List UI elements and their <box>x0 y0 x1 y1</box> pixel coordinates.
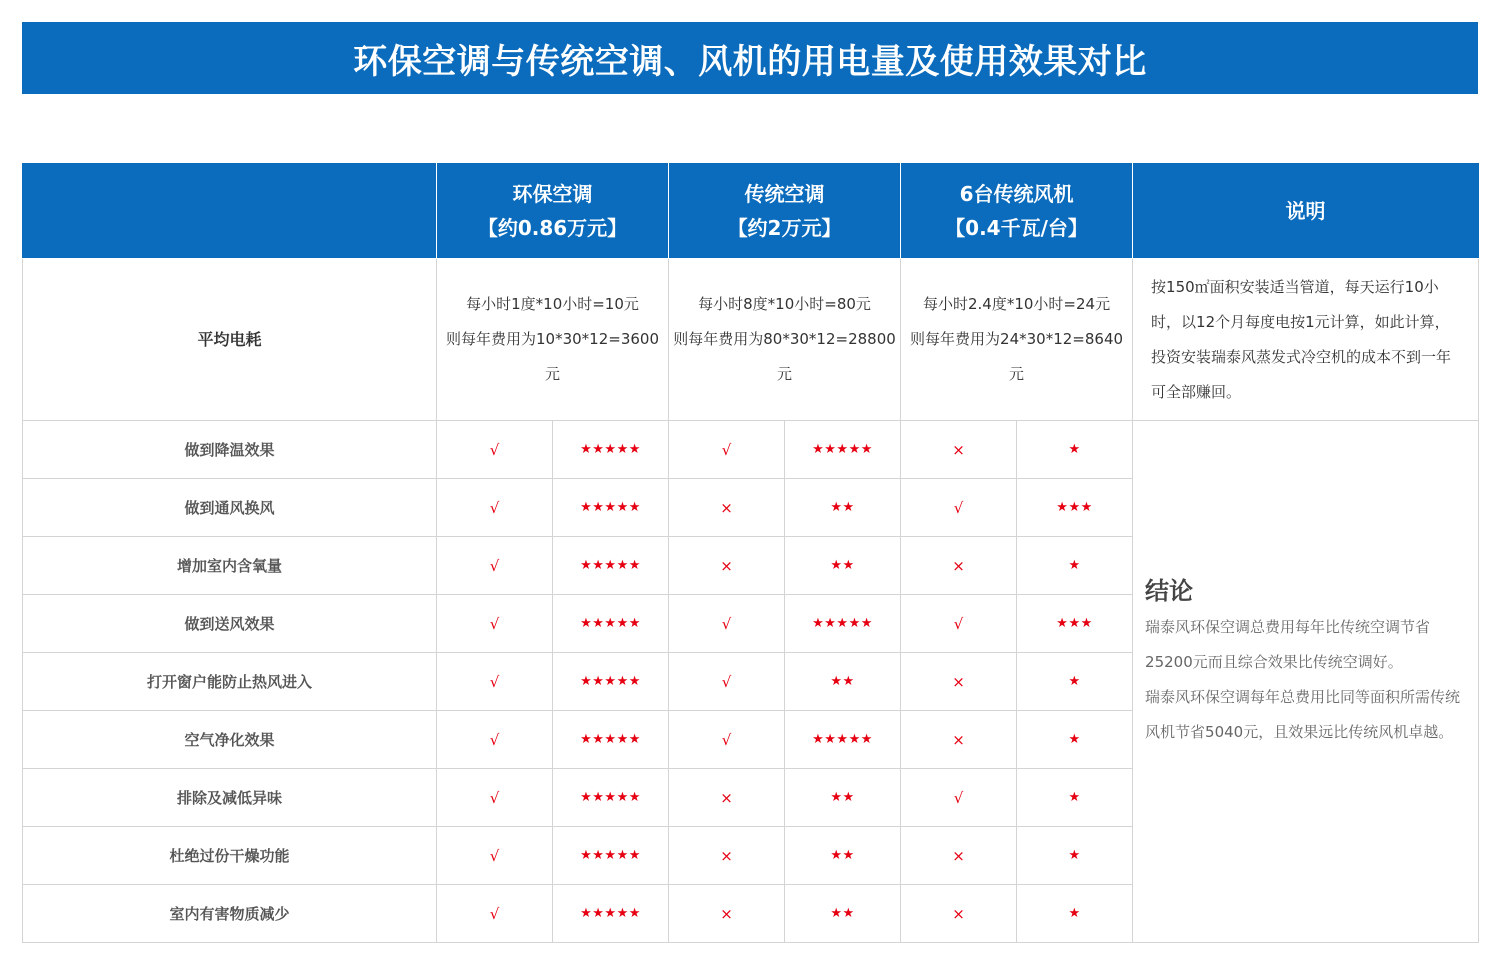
check-mark: √ <box>437 885 553 943</box>
star-rating: ★★★★★ <box>553 421 669 479</box>
cross-mark: × <box>901 885 1017 943</box>
cross-mark: × <box>901 827 1017 885</box>
star-rating: ★★★★★ <box>553 769 669 827</box>
check-mark: √ <box>437 479 553 537</box>
star-rating: ★★ <box>785 653 901 711</box>
star-rating: ★★ <box>785 479 901 537</box>
cross-mark: × <box>669 479 785 537</box>
power-line: 每小时1度*10小时=10元 <box>466 295 639 313</box>
star-rating: ★★★★★ <box>553 885 669 943</box>
cross-mark: × <box>669 769 785 827</box>
conclusion-heading: 结论 <box>1145 577 1194 605</box>
header-fans-name: 6台传统风机 <box>959 182 1074 206</box>
feature-label: 打开窗户能防止热风进入 <box>23 653 437 711</box>
power-row <box>23 259 1479 421</box>
cross-mark: × <box>901 537 1017 595</box>
power-line: 元 <box>1009 365 1025 383</box>
power-line: 每小时8度*10小时=80元 <box>698 295 871 313</box>
feature-label: 排除及减低异味 <box>23 769 437 827</box>
comparison-table <box>22 163 1479 943</box>
check-mark: √ <box>669 711 785 769</box>
check-mark: √ <box>669 595 785 653</box>
cross-mark: × <box>669 885 785 943</box>
title-banner <box>22 22 1478 94</box>
star-rating: ★★★★★ <box>553 479 669 537</box>
star-rating: ★★ <box>785 827 901 885</box>
star-rating: ★★★★★ <box>553 653 669 711</box>
star-rating: ★★★★★ <box>785 711 901 769</box>
feature-label: 增加室内含氧量 <box>23 537 437 595</box>
check-mark: √ <box>669 653 785 711</box>
star-rating: ★ <box>1017 537 1133 595</box>
star-rating: ★★★ <box>1017 595 1133 653</box>
star-rating: ★★ <box>785 537 901 595</box>
star-rating: ★★★★★ <box>553 827 669 885</box>
conclusion-text: 瑞泰风环保空调总费用每年比传统空调节省25200元而且综合效果比传统空调好。 <box>1145 618 1431 671</box>
power-cell-eco-ac <box>437 259 669 421</box>
header-row <box>23 164 1479 259</box>
check-mark: √ <box>437 711 553 769</box>
check-mark: √ <box>437 827 553 885</box>
star-rating: ★ <box>1017 653 1133 711</box>
power-line: 每小时2.4度*10小时=24元 <box>922 295 1111 313</box>
power-line: 元 <box>545 365 561 383</box>
star-rating: ★★★★★ <box>785 595 901 653</box>
check-mark: √ <box>901 595 1017 653</box>
power-line: 元 <box>777 365 793 383</box>
star-rating: ★★★★★ <box>553 595 669 653</box>
cross-mark: × <box>901 421 1017 479</box>
check-mark: √ <box>437 769 553 827</box>
cross-mark: × <box>669 537 785 595</box>
header-eco-ac-name: 环保空调 <box>512 182 593 206</box>
star-rating: ★★ <box>785 769 901 827</box>
header-blank <box>23 164 437 259</box>
conclusion-cell <box>1133 421 1479 943</box>
star-rating: ★ <box>1017 827 1133 885</box>
power-line: 则每年费用为24*30*12=8640 <box>910 330 1124 348</box>
cross-mark: × <box>901 653 1017 711</box>
cross-mark: × <box>901 711 1017 769</box>
header-note: 说明 <box>1133 164 1479 259</box>
header-fans-power: 【0.4千瓦/台】 <box>945 216 1088 240</box>
power-note: 按150㎡面积安装适当管道，每天运行10小时，以12个月每度电按1元计算，如此计算，投资安装瑞泰风蒸发式冷空机的成本不到一年可全部赚回。 <box>1133 259 1479 421</box>
star-rating: ★★★★★ <box>553 711 669 769</box>
power-line: 则每年费用为10*30*12=3600 <box>446 330 660 348</box>
feature-label: 杜绝过份干燥功能 <box>23 827 437 885</box>
feature-label: 做到送风效果 <box>23 595 437 653</box>
header-eco-ac <box>437 164 669 259</box>
star-rating: ★★★★★ <box>785 421 901 479</box>
power-label: 平均电耗 <box>23 259 437 421</box>
cross-mark: × <box>669 827 785 885</box>
check-mark: √ <box>901 769 1017 827</box>
page-title: 环保空调与传统空调、风机的用电量及使用效果对比 <box>353 41 1147 82</box>
power-cell-fans <box>901 259 1133 421</box>
check-mark: √ <box>669 421 785 479</box>
feature-label: 做到通风换风 <box>23 479 437 537</box>
check-mark: √ <box>901 479 1017 537</box>
star-rating: ★ <box>1017 885 1133 943</box>
header-traditional-ac <box>669 164 901 259</box>
star-rating: ★ <box>1017 711 1133 769</box>
star-rating: ★ <box>1017 769 1133 827</box>
feature-label: 空气净化效果 <box>23 711 437 769</box>
feature-label: 做到降温效果 <box>23 421 437 479</box>
header-traditional-ac-price: 【约2万元】 <box>727 216 842 240</box>
star-rating: ★★ <box>785 885 901 943</box>
header-eco-ac-price: 【约0.86万元】 <box>477 216 628 240</box>
feature-label: 室内有害物质减少 <box>23 885 437 943</box>
star-rating: ★★★ <box>1017 479 1133 537</box>
check-mark: √ <box>437 595 553 653</box>
conclusion-text: 瑞泰风环保空调每年总费用比同等面积所需传统风机节省5040元，且效果远比传统风机卓越。 <box>1145 688 1461 741</box>
check-mark: √ <box>437 653 553 711</box>
check-mark: √ <box>437 421 553 479</box>
feature-row <box>23 421 1479 479</box>
header-fans <box>901 164 1133 259</box>
power-cell-traditional-ac <box>669 259 901 421</box>
star-rating: ★ <box>1017 421 1133 479</box>
check-mark: √ <box>437 537 553 595</box>
star-rating: ★★★★★ <box>553 537 669 595</box>
header-traditional-ac-name: 传统空调 <box>744 182 825 206</box>
power-line: 则每年费用为80*30*12=28800 <box>673 330 896 348</box>
